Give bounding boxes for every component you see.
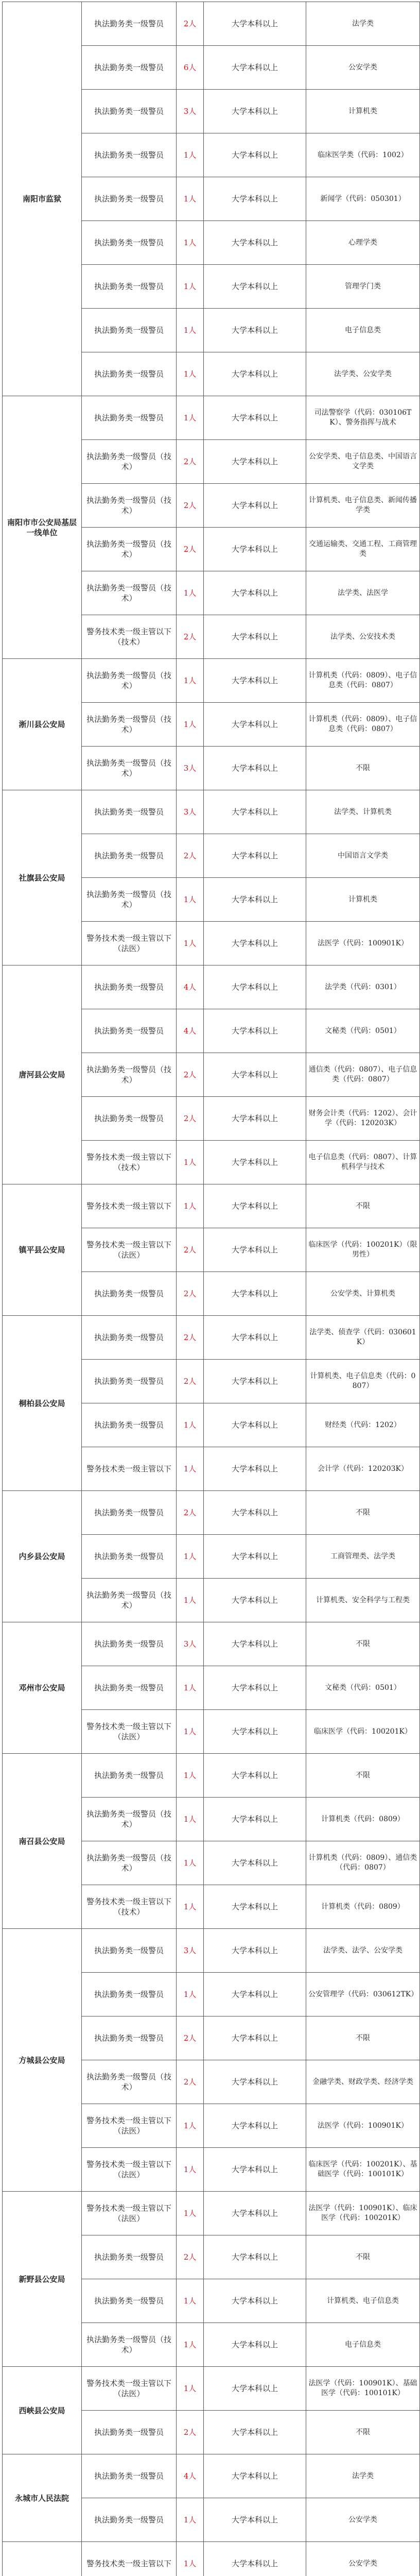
major-cell: 法学类、法学、公安学类 bbox=[306, 1929, 420, 1973]
major-cell: 法学类、法医学 bbox=[306, 571, 420, 615]
post-cell: 执法勤务类一级警员 bbox=[82, 965, 177, 1009]
unit-cell: 南阳市监狱 bbox=[3, 2, 82, 396]
education-cell: 大学本科以上 bbox=[204, 1841, 306, 1885]
count-cell: 1人 bbox=[177, 703, 204, 747]
count-cell: 1人 bbox=[177, 309, 204, 352]
count-cell: 1人 bbox=[177, 2367, 204, 2411]
post-cell: 执法勤务类一级警员（技术） bbox=[82, 571, 177, 615]
major-cell: 法医学（代码：100901K） bbox=[306, 922, 420, 965]
post-cell: 执法勤务类一级警员（技术） bbox=[82, 2060, 177, 2104]
education-cell: 大学本科以上 bbox=[204, 177, 306, 221]
count-cell: 3人 bbox=[177, 90, 204, 133]
count-cell: 2人 bbox=[177, 1228, 204, 1272]
count-cell: 1人 bbox=[177, 133, 204, 177]
major-cell: 法学类、公安学类 bbox=[306, 352, 420, 396]
education-cell: 大学本科以上 bbox=[204, 2323, 306, 2367]
major-cell: 计算机类（代码：0809） bbox=[306, 1885, 420, 1929]
education-cell: 大学本科以上 bbox=[204, 1666, 306, 1710]
count-cell: 2人 bbox=[177, 528, 204, 571]
major-cell: 不限 bbox=[306, 1754, 420, 1798]
post-cell: 执法勤务类一级警员 bbox=[82, 834, 177, 878]
education-cell: 大学本科以上 bbox=[204, 965, 306, 1009]
post-cell: 执法勤务类一级警员 bbox=[82, 1272, 177, 1316]
count-cell: 3人 bbox=[177, 790, 204, 834]
education-cell: 大学本科以上 bbox=[204, 528, 306, 571]
post-cell: 执法勤务类一级警员 bbox=[82, 1929, 177, 1973]
education-cell: 大学本科以上 bbox=[204, 1447, 306, 1491]
table-row bbox=[3, 2542, 420, 2576]
education-cell: 大学本科以上 bbox=[204, 2454, 306, 2498]
count-cell: 2人 bbox=[177, 834, 204, 878]
table-row bbox=[3, 2, 420, 46]
major-cell: 财经类（代码：1202） bbox=[306, 1403, 420, 1447]
unit-cell: 方城县公安局 bbox=[3, 1929, 82, 2192]
education-cell: 大学本科以上 bbox=[204, 747, 306, 790]
education-cell: 大学本科以上 bbox=[204, 2104, 306, 2148]
unit-cell: 淅川县公安局 bbox=[3, 659, 82, 790]
count-cell: 2人 bbox=[177, 615, 204, 659]
count-cell: 1人 bbox=[177, 2498, 204, 2542]
education-cell: 大学本科以上 bbox=[204, 1097, 306, 1141]
post-cell: 执法勤务类一级警员 bbox=[82, 1316, 177, 1360]
unit-cell: 内乡县公安局 bbox=[3, 1491, 82, 1622]
unit-cell: 桐柏县公安局 bbox=[3, 1316, 82, 1491]
unit-cell: 南阳市市公安局基层一线单位 bbox=[3, 396, 82, 659]
count-cell: 1人 bbox=[177, 2542, 204, 2576]
education-cell: 大学本科以上 bbox=[204, 1360, 306, 1403]
count-cell: 3人 bbox=[177, 747, 204, 790]
count-cell: 2人 bbox=[177, 2060, 204, 2104]
count-cell: 1人 bbox=[177, 1579, 204, 1622]
education-cell: 大学本科以上 bbox=[204, 2411, 306, 2454]
post-cell: 执法勤务类一级警员 bbox=[82, 352, 177, 396]
education-cell: 大学本科以上 bbox=[204, 1403, 306, 1447]
post-cell: 执法勤务类一级警员 bbox=[82, 2411, 177, 2454]
count-cell: 1人 bbox=[177, 2192, 204, 2235]
post-cell: 执法勤务类一级警员（技术） bbox=[82, 747, 177, 790]
major-cell: 文秘类（代码：0501） bbox=[306, 1009, 420, 1053]
table-row bbox=[3, 2367, 420, 2411]
unit-cell: 社旗县公安局 bbox=[3, 790, 82, 965]
major-cell: 财务会计类（代码：1202）、会计学（代码：120203K） bbox=[306, 1097, 420, 1141]
major-cell: 法医学（代码：100901K） bbox=[306, 2104, 420, 2148]
post-cell: 执法勤务类一级警员 bbox=[82, 1535, 177, 1579]
education-cell: 大学本科以上 bbox=[204, 1622, 306, 1666]
post-cell: 警务技术类一级主管以下 bbox=[82, 1447, 177, 1491]
post-cell: 执法勤务类一级警员（技术） bbox=[82, 878, 177, 922]
post-cell: 执法勤务类一级警员（技术） bbox=[82, 1841, 177, 1885]
count-cell: 2人 bbox=[177, 1316, 204, 1360]
education-cell: 大学本科以上 bbox=[204, 1579, 306, 1622]
education-cell: 大学本科以上 bbox=[204, 1535, 306, 1579]
count-cell: 1人 bbox=[177, 1535, 204, 1579]
major-cell: 公安学类 bbox=[306, 2542, 420, 2576]
education-cell: 大学本科以上 bbox=[204, 1141, 306, 1184]
major-cell: 计算机类、电子信息类 bbox=[306, 2279, 420, 2323]
post-cell: 执法勤务类一级警员（技术） bbox=[82, 703, 177, 747]
major-cell: 计算机类、安全科学与工程类 bbox=[306, 1579, 420, 1622]
major-cell: 计算机类（代码：0809）、通信类（代码：0807） bbox=[306, 1841, 420, 1885]
post-cell: 警务技术类一级主管以下（法医） bbox=[82, 1228, 177, 1272]
table-row bbox=[3, 2454, 420, 2498]
unit-cell: 南召县公安局 bbox=[3, 1754, 82, 1929]
count-cell: 1人 bbox=[177, 1184, 204, 1228]
major-cell: 临床医学类（代码：1002） bbox=[306, 133, 420, 177]
post-cell: 执法勤务类一级警员（技术） bbox=[82, 659, 177, 703]
table-row bbox=[3, 965, 420, 1009]
post-cell: 执法勤务类一级警员 bbox=[82, 790, 177, 834]
major-cell: 司法警察学（代码：030106TK）、警务指挥与战术 bbox=[306, 396, 420, 440]
education-cell: 大学本科以上 bbox=[204, 2367, 306, 2411]
major-cell: 计算机类（代码：0809）、电子信息类（代码：0807） bbox=[306, 659, 420, 703]
major-cell: 不限 bbox=[306, 2016, 420, 2060]
table-row bbox=[3, 396, 420, 440]
post-cell: 执法勤务类一级警员 bbox=[82, 2498, 177, 2542]
education-cell: 大学本科以上 bbox=[204, 309, 306, 352]
count-cell: 2人 bbox=[177, 1360, 204, 1403]
major-cell: 交通运输类、交通工程、工商管理类 bbox=[306, 528, 420, 571]
major-cell: 法医学（代码：100901K）、临床医学（代码：100201K） bbox=[306, 2192, 420, 2235]
post-cell: 警务技术类一级主管以下（法医） bbox=[82, 2104, 177, 2148]
education-cell: 大学本科以上 bbox=[204, 1009, 306, 1053]
education-cell: 大学本科以上 bbox=[204, 221, 306, 265]
major-cell: 会计学（代码：120203K） bbox=[306, 1447, 420, 1491]
count-cell: 1人 bbox=[177, 659, 204, 703]
table-row bbox=[3, 1491, 420, 1535]
education-cell: 大学本科以上 bbox=[204, 1272, 306, 1316]
major-cell: 临床医学（代码：100201K）（限男性） bbox=[306, 1228, 420, 1272]
education-cell: 大学本科以上 bbox=[204, 46, 306, 90]
post-cell: 警务技术类一级主管以下（法医） bbox=[82, 1710, 177, 1754]
post-cell: 执法勤务类一级警员 bbox=[82, 1973, 177, 2016]
major-cell: 公安管理学（代码：030612TK） bbox=[306, 1973, 420, 2016]
count-cell: 1人 bbox=[177, 1798, 204, 1841]
major-cell: 工商管理类、法学类 bbox=[306, 1535, 420, 1579]
count-cell: 1人 bbox=[177, 352, 204, 396]
post-cell: 执法勤务类一级警员 bbox=[82, 46, 177, 90]
count-cell: 4人 bbox=[177, 965, 204, 1009]
education-cell: 大学本科以上 bbox=[204, 2235, 306, 2279]
count-cell: 4人 bbox=[177, 1009, 204, 1053]
unit-cell: 镇平县公安局 bbox=[3, 1184, 82, 1316]
major-cell: 法学类、计算机类 bbox=[306, 790, 420, 834]
count-cell: 2人 bbox=[177, 1097, 204, 1141]
education-cell: 大学本科以上 bbox=[204, 1316, 306, 1360]
count-cell: 1人 bbox=[177, 1973, 204, 2016]
post-cell: 警务技术类一级主管以下（技术） bbox=[82, 1885, 177, 1929]
unit-cell: 西峡县公安局 bbox=[3, 2367, 82, 2454]
post-cell: 执法勤务类一级警员（技术） bbox=[82, 528, 177, 571]
education-cell: 大学本科以上 bbox=[204, 2148, 306, 2192]
count-cell: 1人 bbox=[177, 1447, 204, 1491]
education-cell: 大学本科以上 bbox=[204, 2498, 306, 2542]
count-cell: 2人 bbox=[177, 1491, 204, 1535]
unit-cell: 永城市人民法院 bbox=[3, 2454, 82, 2542]
post-cell: 执法勤务类一级警员 bbox=[82, 265, 177, 309]
unit-cell: 唐河县公安局 bbox=[3, 965, 82, 1184]
education-cell: 大学本科以上 bbox=[204, 2542, 306, 2576]
education-cell: 大学本科以上 bbox=[204, 1973, 306, 2016]
count-cell: 1人 bbox=[177, 1403, 204, 1447]
count-cell: 1人 bbox=[177, 878, 204, 922]
post-cell: 执法勤务类一级警员（技术） bbox=[82, 440, 177, 484]
education-cell: 大学本科以上 bbox=[204, 440, 306, 484]
post-cell: 警务技术类一级主管以下 bbox=[82, 2542, 177, 2576]
table-row bbox=[3, 2192, 420, 2235]
count-cell: 2人 bbox=[177, 2411, 204, 2454]
major-cell: 计算机类（代码：0809）、电子信息类（代码：0807） bbox=[306, 703, 420, 747]
education-cell: 大学本科以上 bbox=[204, 1754, 306, 1798]
count-cell: 1人 bbox=[177, 1666, 204, 1710]
major-cell: 不限 bbox=[306, 2411, 420, 2454]
education-cell: 大学本科以上 bbox=[204, 2, 306, 46]
education-cell: 大学本科以上 bbox=[204, 1885, 306, 1929]
position-table-body bbox=[3, 2, 420, 2576]
count-cell: 1人 bbox=[177, 922, 204, 965]
count-cell: 1人 bbox=[177, 177, 204, 221]
count-cell: 1人 bbox=[177, 265, 204, 309]
major-cell: 计算机类 bbox=[306, 90, 420, 133]
post-cell: 执法勤务类一级警员（技术） bbox=[82, 2323, 177, 2367]
count-cell: 2人 bbox=[177, 484, 204, 528]
major-cell: 通信类（代码：0807）、电子信息类（代码：0807） bbox=[306, 1053, 420, 1097]
post-cell: 执法勤务类一级警员 bbox=[82, 1666, 177, 1710]
post-cell: 执法勤务类一级警员 bbox=[82, 2454, 177, 2498]
major-cell: 法学类 bbox=[306, 2, 420, 46]
education-cell: 大学本科以上 bbox=[204, 1184, 306, 1228]
major-cell: 金融学类、财政学类、经济学类 bbox=[306, 2060, 420, 2104]
post-cell: 执法勤务类一级警员 bbox=[82, 396, 177, 440]
education-cell: 大学本科以上 bbox=[204, 2060, 306, 2104]
table-row bbox=[3, 659, 420, 703]
major-cell: 法学类 bbox=[306, 2454, 420, 2498]
education-cell: 大学本科以上 bbox=[204, 2192, 306, 2235]
education-cell: 大学本科以上 bbox=[204, 922, 306, 965]
major-cell: 不限 bbox=[306, 1491, 420, 1535]
post-cell: 执法勤务类一级警员 bbox=[82, 1754, 177, 1798]
major-cell: 临床医学（代码：100201K）、基础医学（代码：100101K） bbox=[306, 2148, 420, 2192]
major-cell: 法学类（代码：0301） bbox=[306, 965, 420, 1009]
post-cell: 执法勤务类一级警员 bbox=[82, 2279, 177, 2323]
education-cell: 大学本科以上 bbox=[204, 659, 306, 703]
count-cell: 1人 bbox=[177, 2323, 204, 2367]
post-cell: 执法勤务类一级警员 bbox=[82, 2016, 177, 2060]
education-cell: 大学本科以上 bbox=[204, 790, 306, 834]
table-row bbox=[3, 1316, 420, 1360]
major-cell: 中国语言文学类 bbox=[306, 834, 420, 878]
education-cell: 大学本科以上 bbox=[204, 703, 306, 747]
major-cell: 公安学类、计算机类 bbox=[306, 1272, 420, 1316]
major-cell: 不限 bbox=[306, 1622, 420, 1666]
count-cell: 2人 bbox=[177, 1053, 204, 1097]
post-cell: 执法勤务类一级警员 bbox=[82, 221, 177, 265]
post-cell: 警务技术类一级主管以下 bbox=[82, 1184, 177, 1228]
major-cell: 公安学类、电子信息类、中国语言文学类 bbox=[306, 440, 420, 484]
unit-cell: 邓州市公安局 bbox=[3, 1622, 82, 1754]
count-cell: 1人 bbox=[177, 571, 204, 615]
post-cell: 执法勤务类一级警员 bbox=[82, 90, 177, 133]
count-cell: 1人 bbox=[177, 2104, 204, 2148]
major-cell: 公安学类 bbox=[306, 46, 420, 90]
post-cell: 执法勤务类一级警员 bbox=[82, 1622, 177, 1666]
education-cell: 大学本科以上 bbox=[204, 396, 306, 440]
education-cell: 大学本科以上 bbox=[204, 571, 306, 615]
major-cell: 临床医学（代码：100201K） bbox=[306, 1710, 420, 1754]
post-cell: 警务技术类一级主管以下（法医） bbox=[82, 2192, 177, 2235]
post-cell: 执法勤务类一级警员（技术） bbox=[82, 484, 177, 528]
education-cell: 大学本科以上 bbox=[204, 615, 306, 659]
education-cell: 大学本科以上 bbox=[204, 2279, 306, 2323]
post-cell: 执法勤务类一级警员 bbox=[82, 1009, 177, 1053]
count-cell: 3人 bbox=[177, 1622, 204, 1666]
major-cell: 电子信息类 bbox=[306, 2323, 420, 2367]
post-cell: 执法勤务类一级警员 bbox=[82, 1491, 177, 1535]
post-cell: 警务技术类一级主管以下（法医） bbox=[82, 2367, 177, 2411]
post-cell: 执法勤务类一级警员 bbox=[82, 133, 177, 177]
education-cell: 大学本科以上 bbox=[204, 1491, 306, 1535]
count-cell: 1人 bbox=[177, 1841, 204, 1885]
major-cell: 不限 bbox=[306, 1184, 420, 1228]
count-cell: 2人 bbox=[177, 2016, 204, 2060]
count-cell: 1人 bbox=[177, 1754, 204, 1798]
position-table bbox=[2, 2, 420, 2576]
post-cell: 警务技术类一级主管以下（技术） bbox=[82, 615, 177, 659]
post-cell: 执法勤务类一级警员 bbox=[82, 1360, 177, 1403]
education-cell: 大学本科以上 bbox=[204, 1798, 306, 1841]
education-cell: 大学本科以上 bbox=[204, 1053, 306, 1097]
education-cell: 大学本科以上 bbox=[204, 2016, 306, 2060]
count-cell: 1人 bbox=[177, 1710, 204, 1754]
count-cell: 1人 bbox=[177, 221, 204, 265]
education-cell: 大学本科以上 bbox=[204, 265, 306, 309]
major-cell: 新闻学（代码：050301） bbox=[306, 177, 420, 221]
post-cell: 执法勤务类一级警员 bbox=[82, 2, 177, 46]
table-row bbox=[3, 1929, 420, 1973]
table-row bbox=[3, 790, 420, 834]
count-cell: 2人 bbox=[177, 1272, 204, 1316]
post-cell: 执法勤务类一级警员 bbox=[82, 2235, 177, 2279]
post-cell: 执法勤务类一级警员 bbox=[82, 1097, 177, 1141]
post-cell: 执法勤务类一级警员 bbox=[82, 1403, 177, 1447]
table-row bbox=[3, 1754, 420, 1798]
major-cell: 计算机类（代码：0809） bbox=[306, 1798, 420, 1841]
major-cell: 文秘类（代码：0501） bbox=[306, 1666, 420, 1710]
education-cell: 大学本科以上 bbox=[204, 834, 306, 878]
count-cell: 1人 bbox=[177, 396, 204, 440]
education-cell: 大学本科以上 bbox=[204, 484, 306, 528]
education-cell: 大学本科以上 bbox=[204, 352, 306, 396]
unit-cell: 新野县公安局 bbox=[3, 2192, 82, 2367]
post-cell: 警务技术类一级主管以下（技术） bbox=[82, 1141, 177, 1184]
education-cell: 大学本科以上 bbox=[204, 1929, 306, 1973]
count-cell: 3人 bbox=[177, 1929, 204, 1973]
major-cell: 法医学（代码：100901K）、基础医学（代码：100101K） bbox=[306, 2367, 420, 2411]
count-cell: 6人 bbox=[177, 46, 204, 90]
post-cell: 执法勤务类一级警员（技术） bbox=[82, 1053, 177, 1097]
major-cell: 计算机类、电子信息类、新闻传播学类 bbox=[306, 484, 420, 528]
table-row bbox=[3, 1184, 420, 1228]
post-cell: 警务技术类一级主管以下（法医） bbox=[82, 922, 177, 965]
post-cell: 执法勤务类一级警员 bbox=[82, 309, 177, 352]
major-cell: 电子信息类（代码：0807）、计算机科学与技术 bbox=[306, 1141, 420, 1184]
education-cell: 大学本科以上 bbox=[204, 878, 306, 922]
post-cell: 执法勤务类一级警员 bbox=[82, 177, 177, 221]
table-row bbox=[3, 1622, 420, 1666]
unit-cell bbox=[3, 2542, 82, 2576]
education-cell: 大学本科以上 bbox=[204, 133, 306, 177]
count-cell: 1人 bbox=[177, 2148, 204, 2192]
post-cell: 警务技术类一级主管以下（法医） bbox=[82, 2148, 177, 2192]
count-cell: 1人 bbox=[177, 1141, 204, 1184]
count-cell: 4人 bbox=[177, 2454, 204, 2498]
major-cell: 心理学类 bbox=[306, 221, 420, 265]
count-cell: 1人 bbox=[177, 1885, 204, 1929]
major-cell: 不限 bbox=[306, 2235, 420, 2279]
count-cell: 2人 bbox=[177, 2, 204, 46]
education-cell: 大学本科以上 bbox=[204, 90, 306, 133]
education-cell: 大学本科以上 bbox=[204, 1228, 306, 1272]
education-cell: 大学本科以上 bbox=[204, 1710, 306, 1754]
count-cell: 1人 bbox=[177, 2279, 204, 2323]
count-cell: 2人 bbox=[177, 440, 204, 484]
post-cell: 执法勤务类一级警员（技术） bbox=[82, 1579, 177, 1622]
major-cell: 不限 bbox=[306, 747, 420, 790]
post-cell: 执法勤务类一级警员（技术） bbox=[82, 1798, 177, 1841]
major-cell: 管理学门类 bbox=[306, 265, 420, 309]
major-cell: 计算机类 bbox=[306, 878, 420, 922]
major-cell: 法学类、侦查学（代码：030601K） bbox=[306, 1316, 420, 1360]
major-cell: 法学类、公安技术类 bbox=[306, 615, 420, 659]
count-cell: 2人 bbox=[177, 2235, 204, 2279]
major-cell: 电子信息类 bbox=[306, 309, 420, 352]
major-cell: 计算机类、电子信息类（代码：0807） bbox=[306, 1360, 420, 1403]
major-cell: 公安学类 bbox=[306, 2498, 420, 2542]
